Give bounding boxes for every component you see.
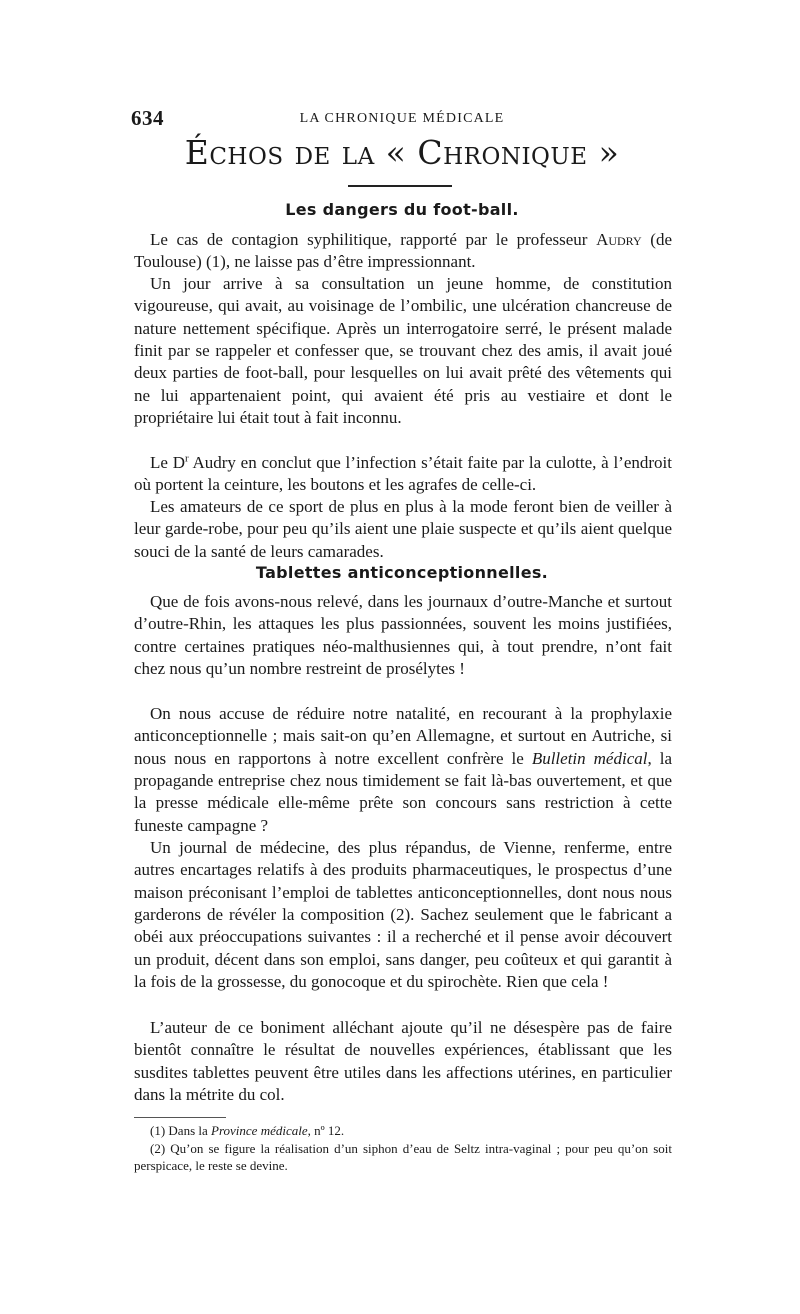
paragraph-text: , la propagande entreprise chez nous timidement se fait là-bas ouvertement, et que la presse médicale elle-même prête son concours sans restriction à cette funeste campagne ? — [134, 748, 672, 835]
page-number: 634 — [131, 106, 164, 130]
paragraph-5: Que de fois avons-nous relevé, dans les journaux d’outre-Manche et surtout d’outre-Rhin, les attaques les plus passionnées, souvent les moins justifiées, contre certaines pratiques néo-malthusiennes qui, à tout prendre, n’ont fait chez nous qu’un nombre restreint de prosélytes ! — [134, 592, 672, 679]
journal-title: LA CHRONIQUE MÉDICALE — [299, 111, 505, 126]
paragraph-2: Un jour arrive à sa consultation un jeune homme, de constitution vigoureuse, qui avait, au voisinage de l’ombilic, une ulcération chancreuse de nature nettement spécifique. Après un interrogatoire serré, le présent malade finit par se rappeler et confesser que, se trouvant chez des amis, il avait joué deux parties de foot-ball, pour lesquelles on lui avait prêté des vêtements qui ne lui appartenaient point, qui avaient été pris au vestiaire et dont le propriétaire lui était tout à fait inconnu. — [134, 274, 672, 428]
footnote-1 — [134, 1122, 672, 1139]
footnote-text: (1) Dans la — [150, 1123, 212, 1138]
article-heading-tablettes: Tablettes anticonceptionnelles. — [255, 563, 549, 582]
section-title: Échos de la « Chronique » — [184, 133, 620, 172]
author-name: Audry — [596, 230, 642, 249]
paragraph-7: Un journal de médecine, des plus répandus, de Vienne, renferme, entre autres encartages relatifs à des produits pharmaceutiques, le prospectus d’une maison préconisant l’emploi de tablettes anticonceptionnelles, dont nous nous garderons de révéler la composition (2). Sachez seulement que le fabricant a obéi aux préoccupations suivantes : il a recherché et il pense avoir découvert un produit, décent dans son emploi, sans danger, peu coûteux et qui garantit à la fois de la grossesse, du gonocoque et du spirochète. Rien que cela ! — [134, 838, 672, 992]
footnote-2: (2) Qu’on se figure la réalisation d’un siphon d’eau de Seltz intra-vaginal ; pour peu qu’on soit perspicace, le reste se devine. — [134, 1141, 672, 1173]
paragraph-4: Les amateurs de ce sport de plus en plus à la mode feront bien de veiller à leur garde-robe, pour peu qu’ils aient une plaie suspecte et qu’ils aient quelque souci de la santé de leurs camarades. — [134, 497, 672, 561]
paragraph-8: L’auteur de ce boniment alléchant ajoute qu’il ne désespère pas de faire bientôt connaître le résultat de nouvelles expériences, établissant que les susdites tablettes peuvent être utiles dans les affections utérines, en particulier dans la métrite du col. — [134, 1018, 672, 1105]
footnote-journal: Province médicale — [211, 1123, 308, 1138]
paragraph-3 — [134, 452, 672, 497]
footnote-text: , nº 12. — [307, 1123, 345, 1138]
paragraph-text: (de Toulouse) (1), ne laisse pas d’être impressionnant. — [134, 230, 672, 272]
article-heading-football: Les dangers du foot-ball. — [285, 200, 519, 219]
paragraph-text: On nous accuse de réduire notre natalité, en recourant à la prophylaxie anticonceptionnelle ; mais sait-on qu’en Allemagne, et surtout en Autriche, si nous nous en rapportons à notre excellent confrère le — [134, 704, 672, 768]
superscript: r — [184, 452, 189, 465]
paragraph-text: Le D — [150, 453, 185, 472]
footnote-rule — [134, 1117, 226, 1118]
paragraph-text: Le cas de contagion syphilitique, rapporté par le professeur — [150, 230, 597, 249]
paragraph-text: Audry en conclut que l’infection s’était faite par la culotte, à l’endroit où portent la ceinture, les boutons et les agrafes de celle-ci. — [134, 453, 672, 495]
title-rule — [348, 185, 452, 187]
running-head — [131, 106, 673, 132]
journal-name: Bulletin médical — [531, 748, 648, 768]
paragraph-1 — [134, 229, 672, 274]
paragraph-6 — [134, 703, 672, 837]
